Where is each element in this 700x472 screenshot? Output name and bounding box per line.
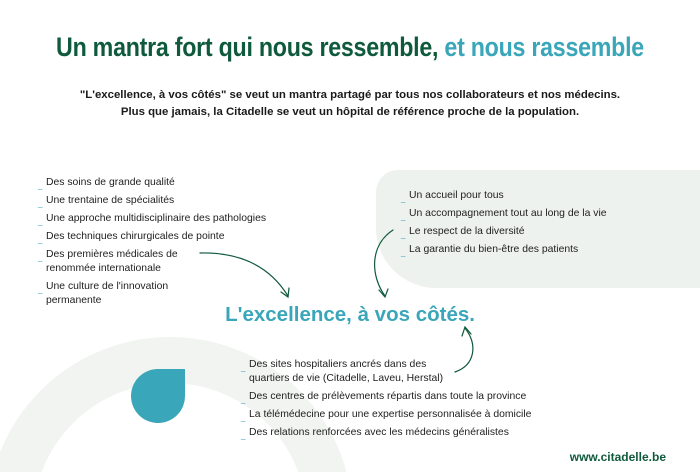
list-item: _ Le respect de la diversité [401, 226, 525, 239]
arrow-right-to-slogan [375, 230, 393, 296]
list-item: _ Des soins de grande qualité [38, 177, 175, 190]
website-link[interactable]: www.citadelle.be [569, 450, 666, 464]
arrow-bottom-to-slogan [455, 328, 473, 372]
intro-line-1: "L'excellence, à vos côtés" se veut un mantra partagé par tous nos collaborateurs et nos médecins. [79, 89, 621, 101]
page-title [49, 32, 651, 63]
list-item: _ Des premières médicales de [38, 249, 178, 262]
arrow-left-to-slogan [200, 253, 288, 296]
title-part-2: et nous rassemble [444, 32, 644, 62]
list-item: _ Une trentaine de spécialités [38, 195, 175, 208]
title-part-1: Un mantra fort qui nous ressemble, [56, 32, 439, 62]
list-item: _ La télémédecine pour une expertise personnalisée à domicile [241, 409, 532, 422]
arrow-left-head [281, 288, 289, 297]
slogan: L'excellence, à vos côtés. [225, 303, 475, 326]
list-item: _ La garantie du bien-être des patients [401, 244, 579, 257]
list-item: _ Un accueil pour tous [401, 190, 504, 203]
list-item: _ Des relations renforcées avec les médecins généralistes [241, 427, 509, 440]
list-item: _ Des centres de prélèvements répartis dans toute la province [241, 391, 527, 404]
list-item: _ Une approche multidisciplinaire des pathologies [38, 213, 267, 226]
list-item: _ Un accompagnement tout au long de la vie [401, 208, 607, 221]
list-item-continuation: permanente [46, 295, 102, 306]
list-item-continuation: renommée internationale [46, 263, 161, 274]
list-item: _ Des techniques chirurgicales de pointe [38, 231, 225, 244]
list-item-continuation: quartiers de vie (Citadelle, Laveu, Herstal) [249, 373, 444, 384]
list-item: _ Une culture de l'innovation [38, 281, 169, 294]
intro-text [0, 87, 700, 121]
list-item: _ Des sites hospitaliers ancrés dans des [241, 359, 427, 372]
intro-line-2: Plus que jamais, la Citadelle se veut un hôpital de référence proche de la population. [120, 106, 580, 118]
teal-leaf-shape [131, 369, 185, 423]
